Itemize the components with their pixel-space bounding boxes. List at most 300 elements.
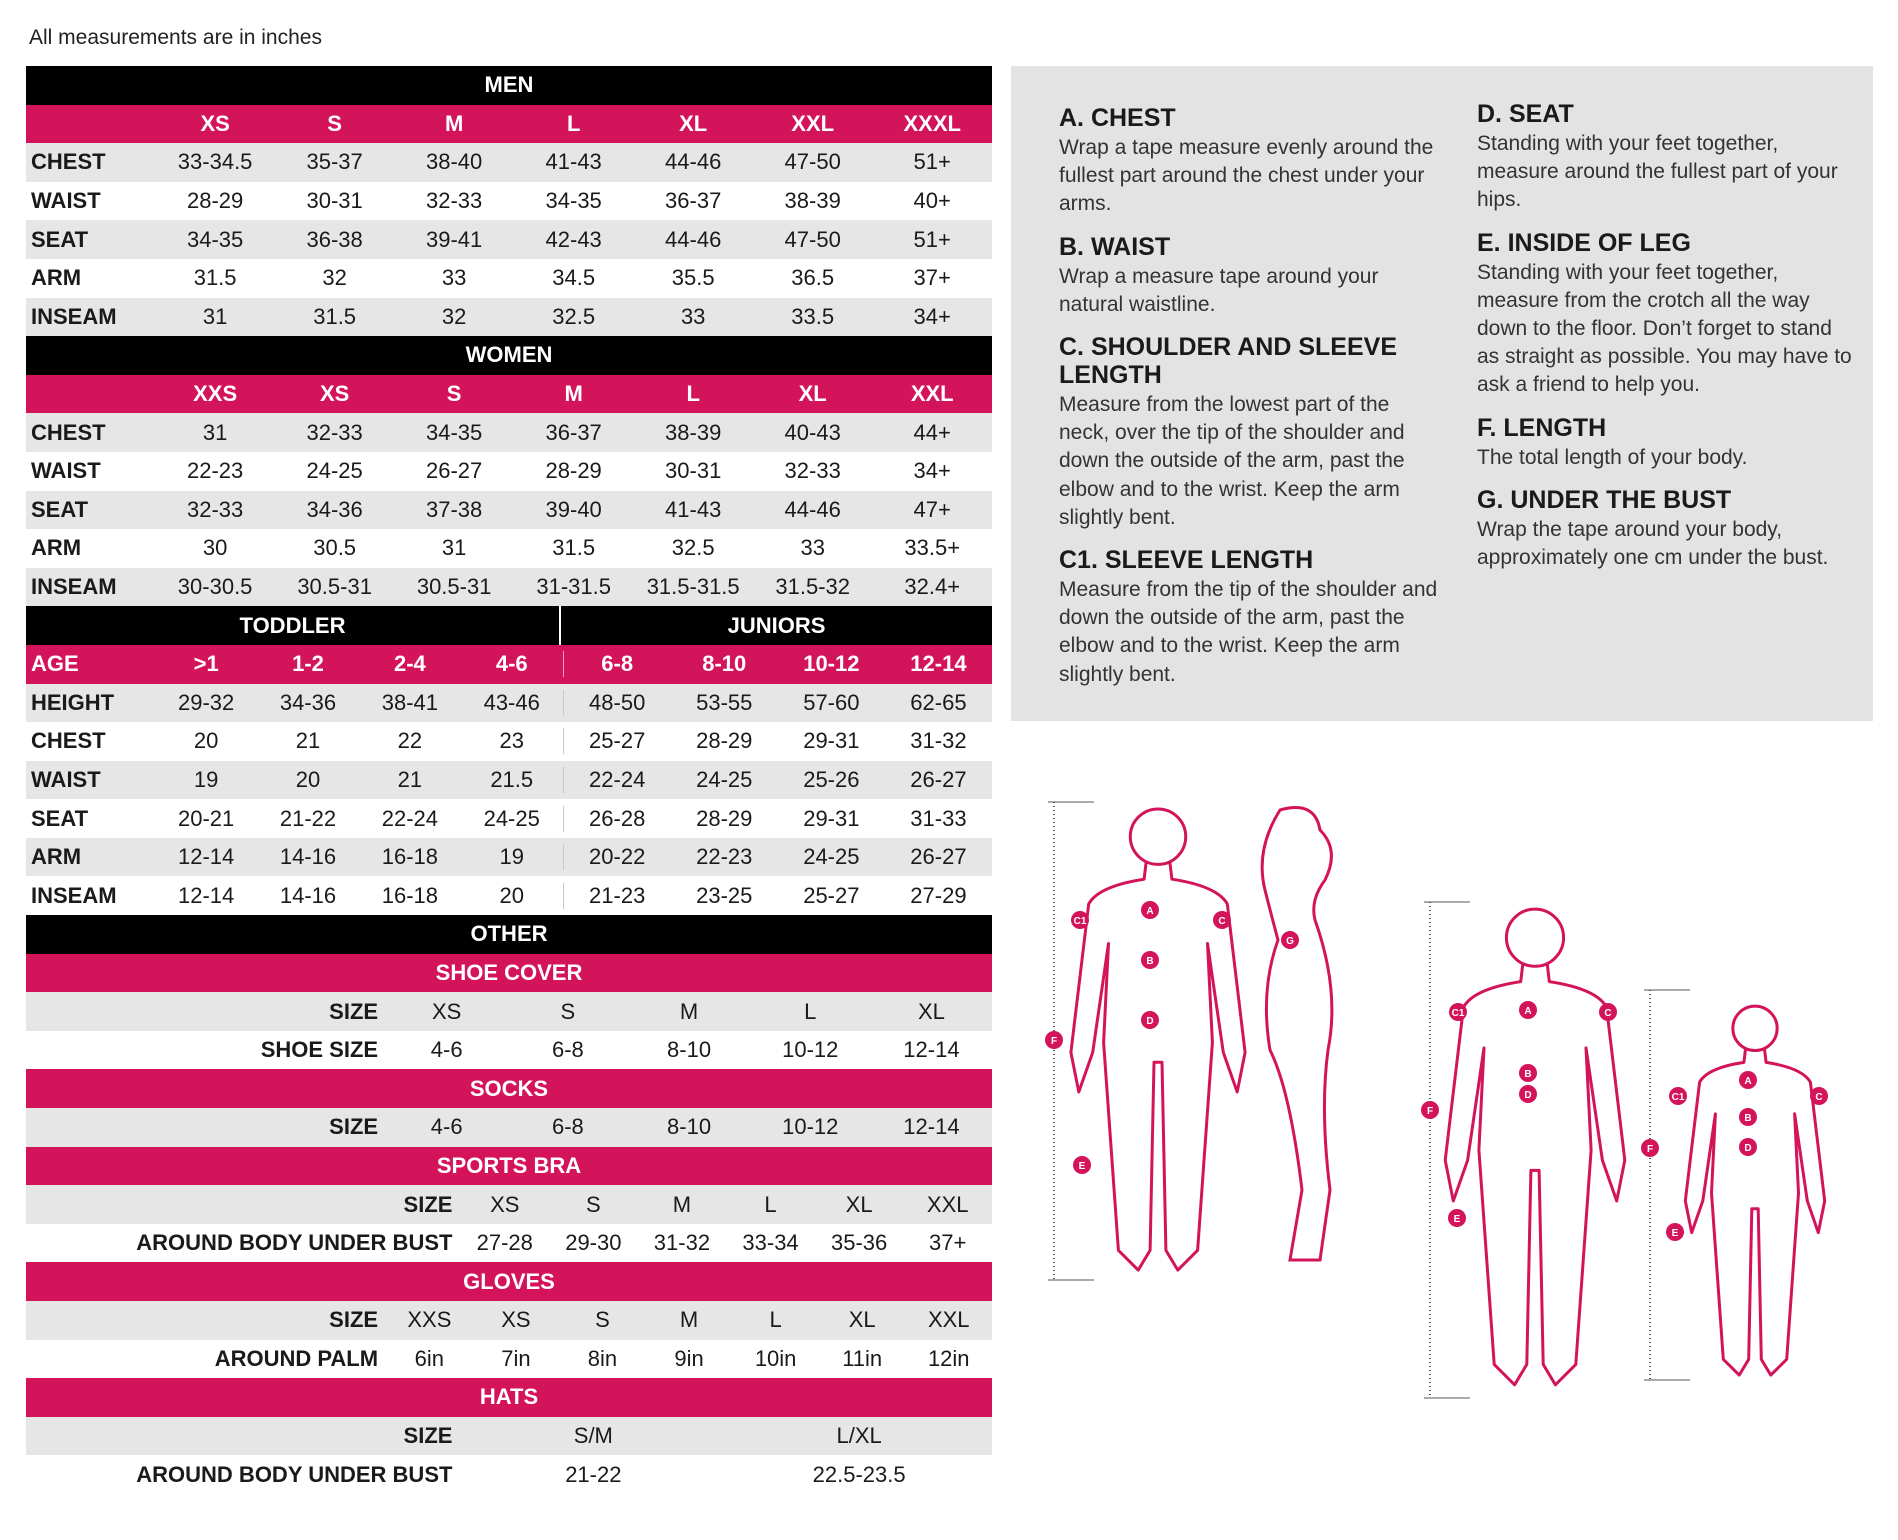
men-row-label: ARM	[31, 265, 82, 291]
shoe-size-row-cell: 8-10	[667, 1037, 712, 1063]
men-row	[26, 259, 992, 298]
kids-cell: 20	[295, 766, 321, 792]
kids-cell: 21-23	[589, 882, 646, 908]
sports-bra-size-row-cell: XXL	[926, 1191, 969, 1217]
hats-bust-row-cell: 22.5-23.5	[812, 1461, 906, 1487]
child-front-outline	[1685, 1049, 1824, 1375]
age-cell: 10-12	[803, 651, 860, 677]
socks-size-row-cell: 6-8	[551, 1114, 584, 1140]
kids-cell: 31-33	[910, 805, 967, 831]
guide-column-right	[1477, 100, 1857, 586]
gloves-size-row-cell: XXS	[407, 1307, 452, 1333]
women-row-cell: 40-43	[784, 419, 841, 445]
female-marker-b-text: B	[1146, 956, 1154, 967]
hats-header	[26, 1378, 992, 1417]
male-marker-e-text: E	[1453, 1214, 1461, 1225]
women-row-cell: 32-33	[784, 458, 841, 484]
kids-cell: 48-50	[589, 689, 646, 715]
sports-bra-header	[26, 1147, 992, 1186]
male-front-head	[1506, 909, 1563, 966]
shoe-size-row-cell: 4-6	[430, 1037, 463, 1063]
age-cell: 4-6	[461, 651, 564, 677]
gloves-palm-row-cell: 9in	[674, 1345, 704, 1371]
kids-cell: 29-31	[803, 728, 860, 754]
women-row-cell: 24-25	[306, 458, 363, 484]
kids-cell: 57-60	[803, 689, 860, 715]
female-marker-g-text: G	[1286, 936, 1294, 947]
hats-header-label: HATS	[479, 1384, 539, 1410]
hats-size-row-cell: L/XL	[836, 1423, 882, 1449]
female-side-outline	[1262, 808, 1332, 1261]
men-row-cell: 47-50	[784, 149, 841, 175]
kids-cell: 28-29	[696, 805, 753, 831]
other-header-label: OTHER	[470, 921, 548, 947]
child-marker-c-text: C	[1815, 1092, 1823, 1103]
socks-size-row	[26, 1108, 992, 1147]
hats-size-row	[26, 1417, 992, 1456]
female-marker-e-text: E	[1078, 1161, 1086, 1172]
sports-bra-size-row-cell: M	[672, 1191, 692, 1217]
men-size-row-cell: XXL	[791, 110, 835, 136]
guide-title: C. SHOULDER AND SLEEVE LENGTH	[1059, 333, 1398, 390]
kids-cell: 43-46	[461, 690, 564, 716]
sports-bra-size-row-cell: XL	[845, 1191, 873, 1217]
shoe-cover-size-row-cell: L	[804, 998, 817, 1024]
kids-cell: 34-36	[279, 689, 337, 715]
gloves-size-row	[26, 1301, 992, 1340]
measurement-guide-panel	[1011, 66, 1873, 721]
age-cell: >1	[193, 651, 219, 677]
child-marker-a-text: A	[1744, 1076, 1752, 1087]
men-row-cell: 44-46	[665, 226, 722, 252]
kids-row	[26, 722, 992, 761]
women-row-cell: 34-35	[426, 419, 483, 445]
women-row-cell: 41-43	[665, 496, 722, 522]
kids-cell: 22	[397, 728, 423, 754]
gloves-palm-row-cell: 7in	[501, 1345, 531, 1371]
body-measurement-figures	[1040, 790, 1870, 1420]
men-row-cell: 34-35	[545, 188, 602, 214]
kids-cell: 20-21	[178, 805, 235, 831]
men-row	[26, 182, 992, 221]
kids-cell: 20	[461, 883, 564, 909]
women-size-row	[26, 375, 992, 414]
gloves-palm-row-cell: 10in	[754, 1345, 797, 1371]
sports-bra-size-row-cell: L	[764, 1191, 777, 1217]
men-row-cell: 44-46	[665, 149, 722, 175]
sports-bra-size-row-label: SIZE	[403, 1191, 453, 1217]
guide-title: B. WAIST	[1059, 232, 1171, 261]
women-size-row-cell: L	[686, 381, 700, 407]
shoe-size-row	[26, 1031, 992, 1070]
men-row-cell: 36.5	[791, 265, 835, 291]
male-marker-b-text: B	[1524, 1069, 1532, 1080]
women-row-label: WAIST	[31, 458, 101, 484]
men-row-cell: 40+	[913, 188, 951, 214]
shoe-size-row-cell: 6-8	[551, 1037, 584, 1063]
hats-bust-row	[26, 1455, 992, 1494]
shoe-size-row-cell: 12-14	[903, 1037, 960, 1063]
gloves-size-row-cell: XXL	[927, 1307, 970, 1333]
women-row-label: SEAT	[31, 496, 89, 522]
women-row-cell: 31.5	[552, 535, 596, 561]
kids-cell: 19	[461, 844, 564, 870]
female-marker-c-text: C	[1218, 916, 1226, 927]
kids-cell: 12-14	[178, 882, 235, 908]
men-row-cell: 31	[202, 303, 228, 329]
socks-size-row-cell: 4-6	[430, 1114, 463, 1140]
kids-row-label: HEIGHT	[31, 689, 115, 715]
women-header-label: WOMEN	[465, 342, 553, 368]
men-row-cell: 32	[322, 265, 347, 291]
men-size-row	[26, 105, 992, 144]
women-row-cell: 32.4+	[904, 574, 961, 600]
kids-cell: 31-32	[910, 728, 967, 754]
men-row-cell: 33	[441, 265, 467, 291]
women-row-cell: 31	[441, 535, 467, 561]
men-row-label: SEAT	[31, 226, 89, 252]
shoe-size-row-cell: 10-12	[782, 1037, 839, 1063]
size-chart-table	[26, 66, 992, 1494]
guide-text: Standing with your feet together, measure from the crotch all the way down to the floor. Don’t forget to stand as straight as possible. You may have to ask a friend to help you.	[1477, 260, 1852, 397]
gloves-palm-row-cell: 12in	[927, 1345, 970, 1371]
women-row-cell: 30	[202, 535, 228, 561]
socks-size-row-cell: 10-12	[782, 1114, 839, 1140]
kids-row	[26, 761, 992, 800]
men-row-cell: 51+	[913, 226, 951, 252]
kids-cell: 16-18	[381, 844, 438, 870]
men-row-cell: 35.5	[671, 265, 715, 291]
women-row-cell: 31.5-31.5	[646, 574, 740, 600]
guide-text: Measure from the lowest part of the neck, over the tip of the shoulder and down the outside of the arm, past the elbow and to the wrist. Keep the arm slightly bent.	[1059, 393, 1405, 529]
men-row-cell: 32	[441, 303, 467, 329]
men-row-cell: 34-35	[186, 226, 244, 252]
kids-cell: 27-29	[910, 882, 967, 908]
women-size-row-cell: XL	[798, 381, 827, 407]
shoe-cover-size-row-label: SIZE	[329, 998, 379, 1024]
kids-cell: 14-16	[279, 844, 337, 870]
women-row-cell: 33	[800, 535, 825, 561]
kids-cell: 25-26	[803, 766, 860, 792]
men-row-label: WAIST	[31, 188, 101, 214]
guide-text: Wrap a measure tape around your natural waistline.	[1059, 264, 1379, 316]
guide-title: E. INSIDE OF LEG	[1477, 228, 1691, 257]
guide-title: A. CHEST	[1059, 104, 1176, 132]
women-row-cell: 22-23	[186, 458, 244, 484]
women-row-label: INSEAM	[31, 574, 117, 600]
sports-bra-bust-row-cell: 37+	[929, 1230, 967, 1256]
gloves-palm-row-label: AROUND PALM	[214, 1345, 379, 1371]
age-cell: 6-8	[601, 651, 634, 677]
men-size-row-cell: XL	[679, 110, 708, 136]
women-row	[26, 529, 992, 568]
men-row-cell: 38-40	[426, 149, 483, 175]
kids-cell: 22-24	[381, 805, 438, 831]
female-marker-d-text: D	[1146, 1016, 1154, 1027]
men-row-cell: 34.5	[552, 265, 596, 291]
men-row-cell: 42-43	[545, 226, 602, 252]
socks-size-row-cell: 12-14	[903, 1114, 960, 1140]
kids-cell: 29-32	[178, 689, 235, 715]
kids-cell: 23	[461, 728, 564, 754]
kids-row-label: INSEAM	[31, 882, 117, 908]
men-row-cell: 30-31	[306, 188, 363, 214]
sports-bra-size-row	[26, 1185, 992, 1224]
female-marker-c1-text: C1	[1073, 916, 1087, 927]
kids-cell: 24-25	[803, 844, 860, 870]
shoe-cover-size-row-cell: XS	[431, 998, 462, 1024]
male-marker-a-text: A	[1524, 1006, 1532, 1017]
socks-size-row-cell: 8-10	[667, 1114, 712, 1140]
socks-header	[26, 1069, 992, 1108]
men-size-row-cell: L	[566, 110, 581, 136]
age-cell: 1-2	[292, 651, 324, 677]
women-row-cell: 31.5-32	[775, 574, 850, 600]
shoe-cover-size-row-cell: S	[560, 998, 576, 1024]
kids-cell: 21.5	[461, 767, 564, 793]
guide-title: D. SEAT	[1477, 100, 1574, 128]
women-row-cell: 44-46	[784, 496, 841, 522]
men-size-row-cell: M	[444, 110, 464, 136]
gloves-palm-row-cell: 8in	[587, 1345, 618, 1371]
shoe-cover-header-label: SHOE COVER	[435, 959, 583, 985]
men-row-cell: 38-39	[784, 188, 841, 214]
gloves-size-row-cell: L	[769, 1307, 782, 1333]
men-row-cell: 33-34.5	[177, 149, 253, 175]
men-row-cell: 28-29	[186, 188, 244, 214]
other-header	[26, 915, 992, 954]
hats-size-row-cell: S/M	[573, 1423, 613, 1449]
women-row-cell: 32-33	[186, 496, 244, 522]
kids-row-label: SEAT	[31, 805, 89, 831]
sports-bra-bust-row-cell: 33-34	[742, 1230, 799, 1256]
men-row-cell: 31.5	[193, 265, 237, 291]
kids-cell: 20	[193, 728, 219, 754]
men-size-row-cell: XXXL	[903, 110, 961, 136]
women-row-cell: 28-29	[545, 458, 602, 484]
gloves-header-label: GLOVES	[463, 1268, 555, 1294]
guide-text: Wrap a tape measure evenly around the fullest part around the chest under your arms.	[1059, 136, 1434, 216]
child-marker-e-text: E	[1671, 1228, 1679, 1239]
kids-cell: 21-22	[279, 805, 337, 831]
kids-cell: 21	[397, 766, 423, 792]
male-marker-f-text: F	[1426, 1106, 1434, 1117]
kids-row-label: WAIST	[31, 766, 101, 792]
male-marker-c-text: C	[1604, 1008, 1612, 1019]
kids-age-row	[26, 645, 992, 684]
kids-cell: 38-41	[381, 689, 438, 715]
kids-cell: 24-25	[461, 806, 564, 832]
kids-cell: 26-27	[910, 844, 967, 870]
gloves-palm-row	[26, 1340, 992, 1379]
women-row-cell: 32.5	[671, 535, 715, 561]
shoe-cover-size-row-cell: M	[679, 998, 699, 1024]
gloves-palm-row-cell: 6in	[414, 1345, 445, 1371]
men-row-cell: 39-41	[426, 226, 483, 252]
women-row-cell: 26-27	[426, 458, 483, 484]
juniors-header: JUNIORS	[561, 606, 992, 645]
kids-cell: 20-22	[589, 844, 646, 870]
women-size-row-cell: S	[446, 381, 462, 407]
child-marker-c1-text: C1	[1671, 1092, 1685, 1103]
female-marker-f-text: F	[1050, 1036, 1058, 1047]
figures-illustration	[1040, 790, 1870, 1420]
women-row-cell: 30.5	[313, 535, 357, 561]
kids-row	[26, 799, 992, 838]
women-row-cell: 34+	[913, 458, 951, 484]
kids-cell: 14-16	[279, 882, 337, 908]
men-row-label: INSEAM	[31, 303, 117, 329]
women-row-cell: 30-31	[665, 458, 722, 484]
men-row-cell: 35-37	[306, 149, 363, 175]
men-header-label: MEN	[484, 72, 534, 98]
male-front-outline	[1445, 964, 1625, 1385]
women-size-row-cell: M	[564, 381, 583, 407]
kids-cell: 21	[295, 728, 321, 754]
hats-bust-row-label: AROUND BODY UNDER BUST	[136, 1461, 453, 1487]
women-row-cell: 30-30.5	[177, 574, 253, 600]
men-row-cell: 36-37	[665, 188, 722, 214]
women-row-cell: 31-31.5	[536, 574, 611, 600]
women-row-label: ARM	[31, 535, 82, 561]
shoe-cover-size-row	[26, 992, 992, 1031]
sports-bra-bust-row-label: AROUND BODY UNDER BUST	[136, 1230, 453, 1256]
sports-bra-bust-row-cell: 27-28	[476, 1230, 533, 1256]
sports-bra-bust-row-cell: 35-36	[830, 1230, 888, 1256]
kids-cell: 24-25	[696, 766, 753, 792]
guide-text: Standing with your feet together, measure around the fullest part of your hips.	[1477, 132, 1838, 212]
kids-header	[26, 606, 992, 645]
gloves-size-row-cell: XS	[501, 1307, 531, 1333]
guide-text: The total length of your body.	[1477, 445, 1748, 469]
guide-title: F. LENGTH	[1477, 413, 1607, 442]
age-label: AGE	[31, 651, 79, 677]
men-header	[26, 66, 992, 105]
shoe-cover-header	[26, 954, 992, 993]
women-row-cell: 30.5-31	[297, 574, 372, 600]
child-marker-f-text: F	[1646, 1144, 1654, 1155]
men-row-cell: 33	[680, 303, 706, 329]
kids-cell: 12-14	[178, 844, 235, 870]
kids-cell: 26-28	[589, 805, 646, 831]
sports-bra-header-label: SPORTS BRA	[436, 1152, 582, 1178]
women-header	[26, 336, 992, 375]
units-note: All measurements are in inches	[29, 26, 322, 49]
men-row-cell: 31.5	[313, 303, 357, 329]
kids-cell: 28-29	[696, 728, 753, 754]
toddler-header: TODDLER	[26, 606, 561, 645]
age-cell: 2-4	[393, 651, 426, 677]
kids-cell: 29-31	[803, 805, 860, 831]
guide-title: C1. SLEEVE LENGTH	[1059, 546, 1314, 575]
women-row	[26, 413, 992, 452]
women-row	[26, 568, 992, 607]
sports-bra-bust-row-cell: 29-30	[565, 1230, 622, 1256]
male-marker-c1-text: C1	[1451, 1008, 1465, 1019]
shoe-size-row-label: SHOE SIZE	[260, 1037, 379, 1063]
men-row	[26, 143, 992, 182]
kids-cell: 53-55	[696, 689, 753, 715]
kids-cell: 62-65	[910, 689, 967, 715]
age-cell: 8-10	[702, 651, 747, 677]
guide-text: Wrap the tape around your body, approximately one cm under the bust.	[1477, 517, 1829, 570]
shoe-cover-size-row-cell: XL	[917, 998, 945, 1024]
kids-row	[26, 876, 992, 915]
kids-row	[26, 838, 992, 877]
men-row-cell: 51+	[913, 149, 951, 175]
child-marker-d-text: D	[1744, 1143, 1752, 1154]
women-row-cell: 36-37	[545, 419, 602, 445]
female-front-head	[1130, 809, 1185, 864]
kids-cell: 25-27	[803, 882, 860, 908]
women-size-row-cell: XXL	[910, 381, 954, 407]
women-row	[26, 491, 992, 530]
women-row-cell: 39-40	[545, 496, 602, 522]
men-row-cell: 37+	[913, 265, 951, 291]
guide-title: G. UNDER THE BUST	[1477, 485, 1732, 514]
gloves-palm-row-cell: 11in	[842, 1345, 883, 1371]
women-row-cell: 44+	[913, 419, 951, 445]
women-row-cell: 30.5-31	[416, 574, 492, 600]
gloves-size-row-cell: S	[595, 1307, 610, 1333]
kids-cell: 16-18	[381, 882, 438, 908]
kids-cell: 25-27	[589, 728, 646, 754]
men-size-row-cell: S	[327, 110, 342, 136]
men-row-cell: 33.5	[791, 303, 835, 329]
sports-bra-bust-row	[26, 1224, 992, 1263]
sports-bra-size-row-cell: S	[586, 1191, 601, 1217]
gloves-size-row-label: SIZE	[329, 1307, 379, 1333]
gloves-size-row-cell: XL	[848, 1307, 876, 1333]
women-row-cell: 37-38	[426, 496, 483, 522]
female-marker-a-text: A	[1146, 906, 1154, 917]
men-size-row-cell: XS	[200, 110, 230, 136]
women-row	[26, 452, 992, 491]
men-row	[26, 220, 992, 259]
kids-cell: 22-24	[589, 766, 646, 792]
gloves-header	[26, 1262, 992, 1301]
women-row-cell: 32-33	[306, 419, 363, 445]
women-row-cell: 33.5+	[904, 535, 961, 561]
child-front-head	[1733, 1006, 1777, 1050]
men-row-cell: 34+	[913, 303, 951, 329]
women-size-row-cell: XXS	[193, 381, 238, 407]
women-row-cell: 47+	[913, 496, 951, 522]
men-row-cell: 47-50	[784, 226, 841, 252]
age-cell: 12-14	[910, 651, 967, 677]
women-row-cell: 38-39	[665, 419, 722, 445]
kids-cell: 19	[193, 766, 219, 792]
sports-bra-size-row-cell: XS	[490, 1191, 520, 1217]
women-row-cell: 31	[202, 419, 228, 445]
hats-size-row-label: SIZE	[403, 1423, 453, 1449]
men-row-cell: 41-43	[545, 149, 602, 175]
guide-column-left	[1059, 104, 1439, 703]
kids-row-label: ARM	[31, 844, 82, 870]
kids-row-label: CHEST	[31, 728, 106, 754]
child-marker-b-text: B	[1744, 1113, 1752, 1124]
guide-text: Measure from the tip of the shoulder and down the outside of the arm, past the elbow and to the wrist. Keep the arm slightly bent.	[1059, 578, 1438, 686]
hats-bust-row-cell: 21-22	[565, 1461, 622, 1487]
men-row	[26, 298, 992, 337]
kids-row	[26, 684, 992, 723]
male-marker-d-text: D	[1524, 1090, 1532, 1101]
socks-header-label: SOCKS	[469, 1075, 549, 1101]
men-row-label: CHEST	[31, 149, 106, 175]
sports-bra-bust-row-cell: 31-32	[653, 1230, 711, 1256]
men-row-cell: 32.5	[552, 303, 596, 329]
kids-cell: 23-25	[696, 882, 753, 908]
